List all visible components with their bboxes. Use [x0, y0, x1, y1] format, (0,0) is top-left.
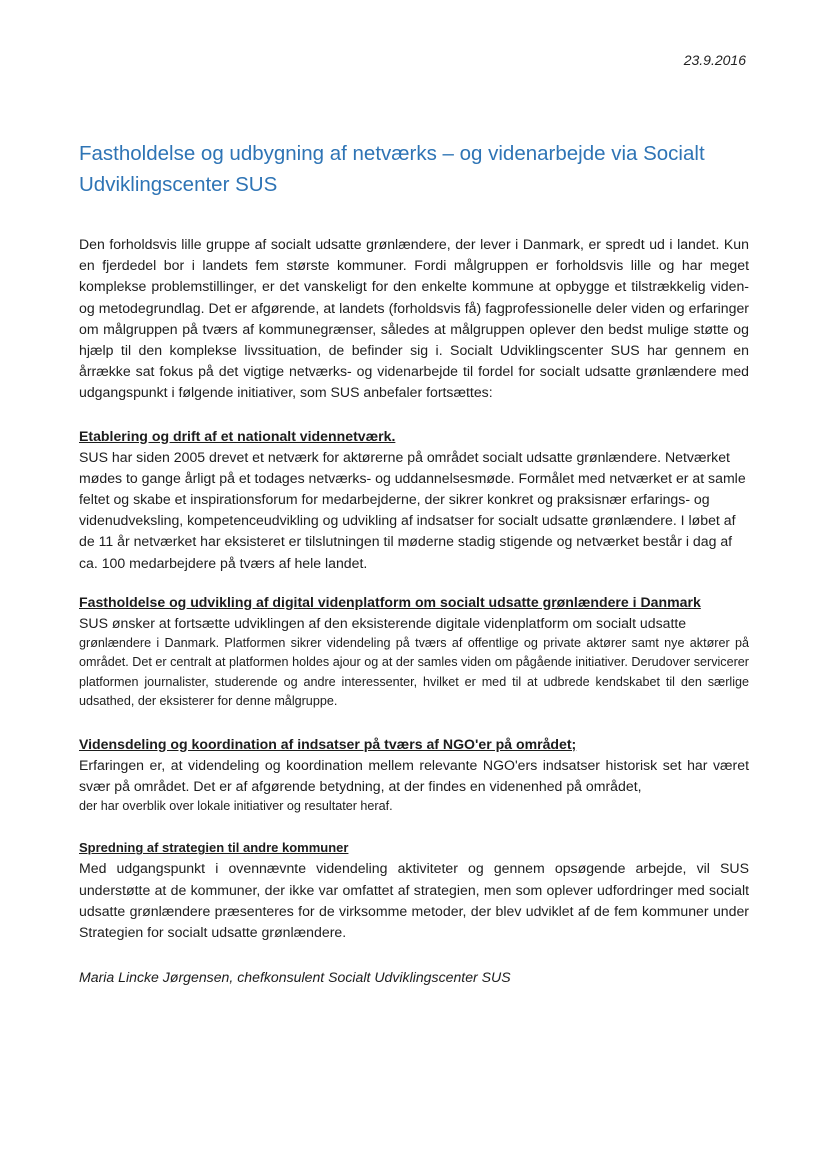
section-heading: Vidensdeling og koordination af indsatser på tværs af NGO'er på området; — [79, 735, 577, 752]
section-body-tail: der har overblik over lokale initiativer og resultater heraf. — [79, 799, 393, 814]
intro-paragraph: Den forholdsvis lille gruppe af socialt udsatte grønlændere, der lever i Danmark, er spredt ud i landet. Kun en fjerdedel bor i landets fem største kommuner. Fordi målgruppen er forholdsvis lille og har meget komplekse problemstillinger, er det vanskeligt for den enkelte kommune at opbygge et tilstrækkelig viden- og metodegrundlag. Det er afgørende, at landets (forholdsvis få) fagprofessionelle deler viden og erfaringer om målgruppen på tværs af kommunegrænser, således at målgruppen oplever den bedst mulige støtte og hjælp til den komplekse livssituation, de befinder sig i. Socialt Udviklingscenter SUS har gennem en årrække sat fokus på det vigtige netværks- og videnarbejde til fordel for socialt udsatte grønlændere med udgangspunkt i følgende initiativer, som SUS anbefaler fortsættes: — [79, 236, 749, 401]
section-strategy-spread — [79, 838, 749, 943]
section-heading: Etablering og drift af et nationalt vidennetværk. — [79, 427, 396, 444]
section-network — [79, 426, 749, 574]
document-body — [79, 234, 749, 988]
section-body: Med udgangspunkt i ovennævnte videndeling aktiviteter og gennem opsøgende arbejde, vil SUS understøtte at de kommuner, der ikke var omfattet af strategien, men som oplever udfordringer med socialt udsatte grønlændere præsenteres for de virksomme metoder, der blev udviklet af de fem kommuner under Strategien for socialt udsatte grønlændere. — [79, 860, 749, 941]
section-ngo-coordination — [79, 734, 749, 817]
section-heading: Spredning af strategien til andre kommuner — [79, 840, 349, 856]
section-platform — [79, 592, 749, 712]
section-heading: Fastholdelse og udvikling af digital videnplatform om socialt udsatte grønlændere i Danmark — [79, 593, 701, 610]
section-body-lead: SUS ønsker at fortsætte udviklingen af den eksisterende digitale videnplatform om socialt udsatte — [79, 614, 687, 631]
section-body: SUS har siden 2005 drevet et netværk for aktørerne på området socialt udsatte grønlændere. Netværket mødes to gange årligt på et todages netværks- og uddannelsesmøde. Formålet med netværket er at samle feltet og skabe et inspirationsforum for medarbejderne, der sikrer konkret og praksisnær erfarings- og videnudveksling, kompetenceudvikling og udvikling af indsatser for socialt udsatte grønlændere. I løbet af de 11 år netværket har eksisteret er tilslutningen til møderne stadig stigende og netværket består i dag af ca. 100 medarbejdere på tværs af hele landet. — [79, 448, 746, 571]
signature: Maria Lincke Jørgensen, chefkonsulent Socialt Udviklingscenter SUS — [79, 969, 511, 986]
document-title: Fastholdelse og udbygning af netværks – og videnarbejde via Socialt Udviklingscenter SUS — [79, 142, 705, 196]
section-body: Erfaringen er, at videndeling og koordination mellem relevante NGO'ers indsatser historisk set har været svær på området. Det er af afgørende betydning, at der findes en videnenhed på området, — [79, 756, 749, 794]
section-body: grønlændere i Danmark. Platformen sikrer videndeling på tværs af offentlige og private aktører samt nye aktører på området. Det er centralt at platformen holdes ajour og at der samles viden om pågående initiativer. Derudover servicerer platformen journalister, studerende og andre interessenter, hvilket er med til at udbrede kendskabet til den særlige udsathed, der eksisterer for denne målgruppe. — [79, 636, 749, 709]
document-date: 23.9.2016 — [683, 52, 746, 68]
